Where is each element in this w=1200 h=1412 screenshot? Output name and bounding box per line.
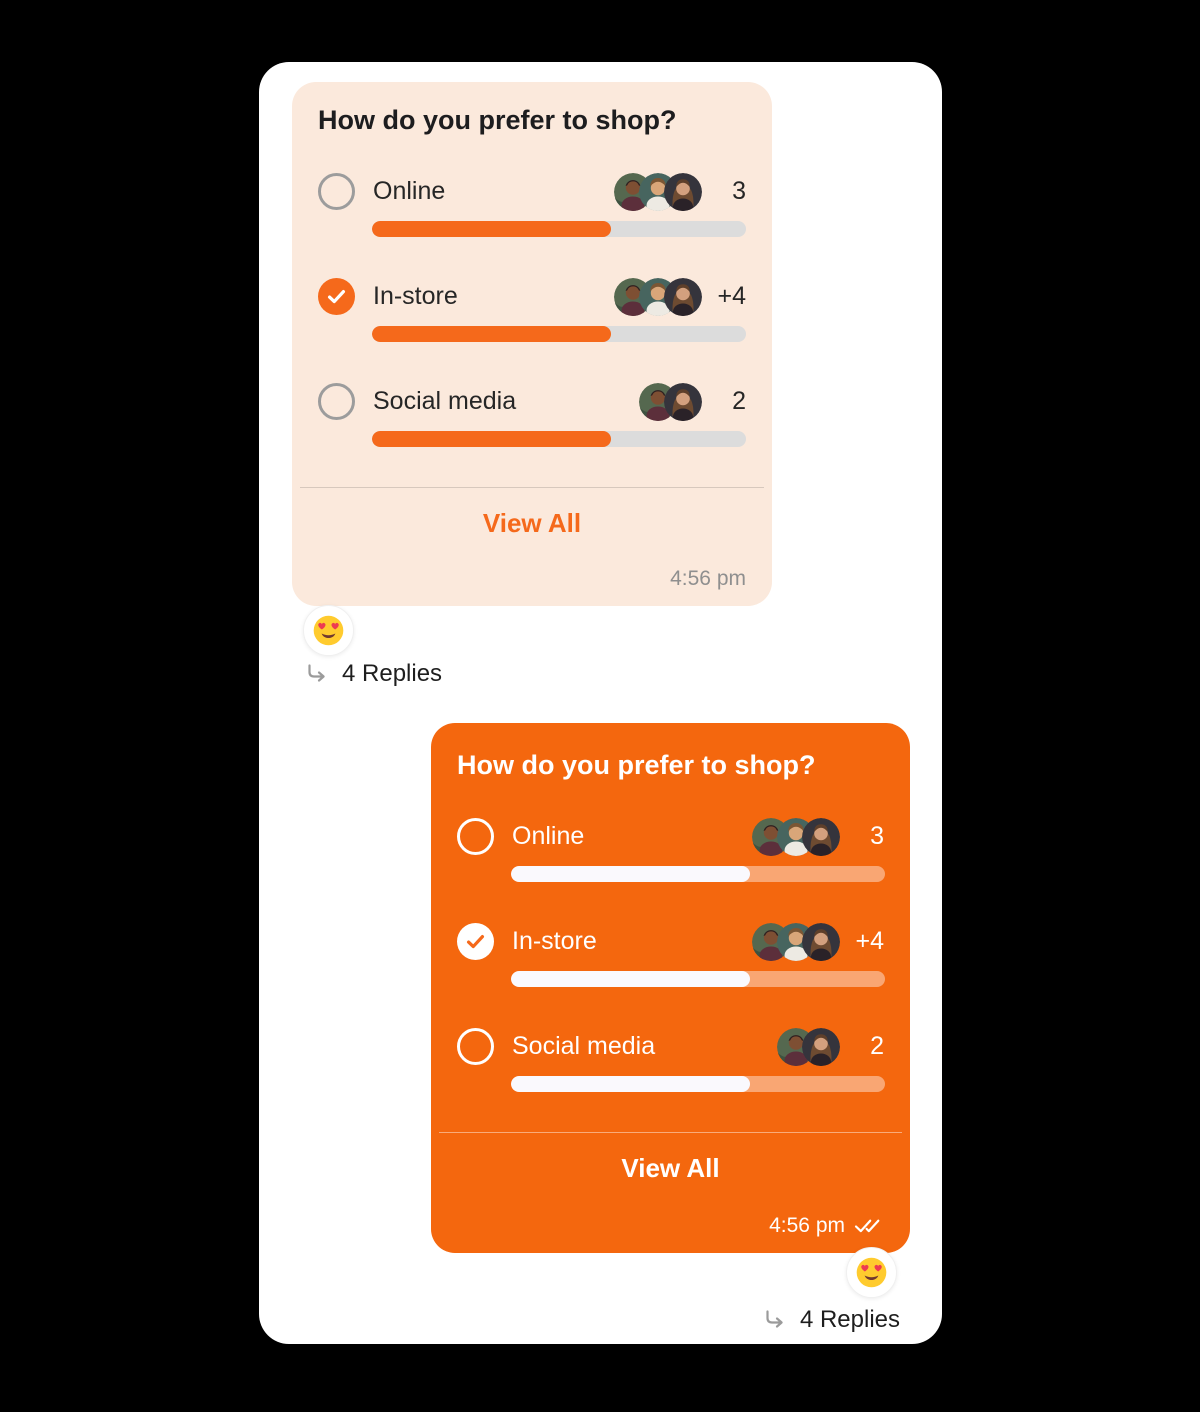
replies-link[interactable] xyxy=(306,660,442,688)
poll-option-social[interactable] xyxy=(318,382,746,447)
poll-progress-fill xyxy=(511,866,750,882)
view-all-button[interactable]: View All xyxy=(621,1152,720,1183)
poll-option-label: Online xyxy=(512,822,585,851)
radio-unchecked-icon[interactable] xyxy=(318,383,355,420)
avatar xyxy=(664,173,702,211)
voter-avatars xyxy=(614,278,702,316)
poll-message-outgoing xyxy=(431,723,910,1253)
poll-progress-track xyxy=(511,1076,885,1092)
poll-progress-track xyxy=(372,326,746,342)
poll-option-social[interactable] xyxy=(457,1027,884,1092)
poll-option-label: In-store xyxy=(373,282,458,311)
poll-progress-fill xyxy=(372,326,611,342)
poll-progress-fill xyxy=(372,431,611,447)
vote-count: 3 xyxy=(870,822,884,851)
radio-unchecked-icon[interactable] xyxy=(457,1028,494,1065)
poll-progress-fill xyxy=(372,221,611,237)
voter-avatars xyxy=(777,1028,840,1066)
poll-option-instore[interactable] xyxy=(457,922,884,987)
replies-label: 4 Replies xyxy=(799,1306,900,1333)
vote-count: 2 xyxy=(870,1032,884,1061)
vote-count: 2 xyxy=(732,387,746,416)
voter-avatars xyxy=(639,383,702,421)
reaction-heart-eyes-emoji[interactable] xyxy=(846,1247,897,1298)
radio-unchecked-icon[interactable] xyxy=(318,173,355,210)
divider xyxy=(300,487,764,488)
avatar xyxy=(664,383,702,421)
poll-progress-track xyxy=(511,971,885,987)
poll-option-label: In-store xyxy=(512,927,597,956)
timestamp: 4:56 pm xyxy=(769,1213,845,1237)
poll-progress-track xyxy=(511,866,885,882)
avatar xyxy=(802,923,840,961)
avatar xyxy=(802,818,840,856)
radio-unchecked-icon[interactable] xyxy=(457,818,494,855)
poll-progress-fill xyxy=(511,971,750,987)
poll-message-incoming xyxy=(292,82,772,606)
poll-option-instore[interactable] xyxy=(318,277,746,342)
poll-option-online[interactable] xyxy=(457,817,884,882)
poll-progress-track xyxy=(372,431,746,447)
view-all-button[interactable]: View All xyxy=(482,507,582,538)
replies-label: 4 Replies xyxy=(342,660,443,687)
vote-count: +4 xyxy=(717,282,746,311)
radio-checked-icon[interactable] xyxy=(457,923,494,960)
voter-avatars xyxy=(752,818,840,856)
reply-arrow-icon xyxy=(764,1310,786,1330)
poll-option-label: Online xyxy=(373,177,446,206)
double-check-icon xyxy=(854,1216,884,1235)
radio-checked-icon[interactable] xyxy=(318,278,355,315)
divider xyxy=(439,1132,902,1133)
poll-question: How do you prefer to shop? xyxy=(318,105,677,135)
avatar xyxy=(664,278,702,316)
vote-count: 3 xyxy=(732,177,746,206)
voter-avatars xyxy=(752,923,840,961)
replies-link[interactable] xyxy=(764,1306,900,1334)
vote-count: +4 xyxy=(855,927,884,956)
voter-avatars xyxy=(614,173,702,211)
reaction-heart-eyes-emoji[interactable] xyxy=(303,605,354,656)
poll-question: How do you prefer to shop? xyxy=(457,750,816,780)
reply-arrow-icon xyxy=(306,664,328,684)
avatar xyxy=(802,1028,840,1066)
poll-progress-track xyxy=(372,221,746,237)
poll-option-label: Social media xyxy=(512,1032,656,1061)
poll-option-online[interactable] xyxy=(318,172,746,237)
chat-panel xyxy=(259,62,942,1344)
timestamp: 4:56 pm xyxy=(670,566,746,590)
poll-progress-fill xyxy=(511,1076,750,1092)
poll-option-label: Social media xyxy=(373,387,517,416)
